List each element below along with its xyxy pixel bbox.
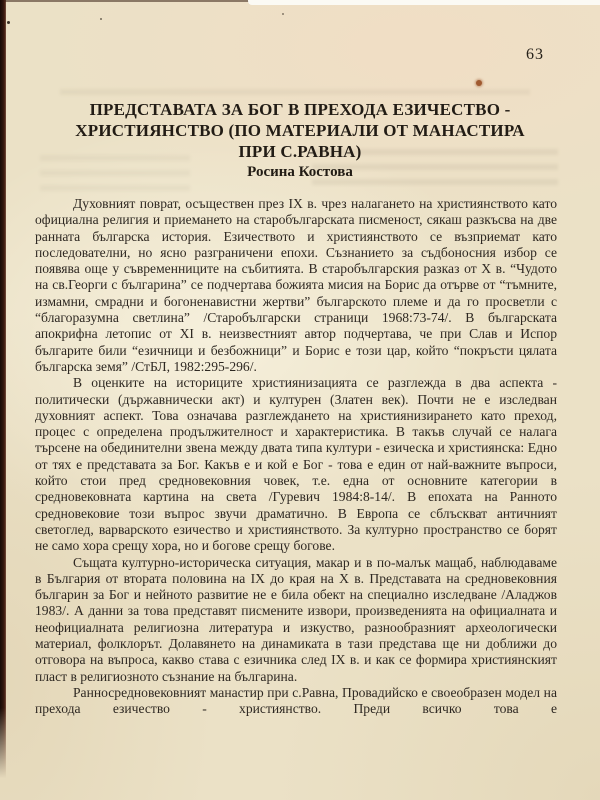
page-number: 63 <box>526 46 544 63</box>
bleedthrough-smudge <box>60 86 530 97</box>
article-body <box>35 196 557 718</box>
paragraph-2: В оценките на историците християнизацията се разглежда в два аспекта - политически (държавнически акт) и културен (Златен век). Почти не е изследван духовният аспект. Това означава разглеждането на християнизирането като преход, процес с определена продължителност и характеристика. В такъв случай се налага търсене на обединителни звена между двата типа култури - езическа и християнска: Едно от тях е представата за Бог. Какъв е и кой е Бог - това е един от най-важните въпроси, който стои пред средновековния човек, т.е. една от основните категории в средновековната картина на света /Гуревич 1984:8-14/. В епохата на Ранното средновековие този въпрос звучи драматично. В Европа се сблъскват античният светоглед, варварското езичество и християнството. За културно пространство се борят не само хора срещу хора, но и богове срещу богове. <box>35 375 557 554</box>
ink-stain <box>476 80 482 86</box>
paper-speck <box>100 18 102 20</box>
article-title-line-1: ПРЕДСТАВАТА ЗА БОГ В ПРЕХОДА ЕЗИЧЕСТВО - <box>89 100 511 119</box>
paragraph-1: Духовният поврат, осъществен през IX в. чрез налагането на християнството като официална религия и приемането на старобългарската писменост, сякаш разкъсва на две ранната българска история. Езичеството и християнството се възприемат като последователни, но ясно разграничени епохи. Съзнанието за съдбоносния избор се появява още у съвременниците на събитията. В старобългарския разказ от X в. “Чудото на св.Георги с българина” се подчертава божията мисия на Борис да отърве от “тъмните, измамни, смрадни и богоненавистни жертви” българското племе и да го просветли с “благоразумна светлина” /Старобългарски страници 1968:73-74/. В българската апокрифна летопис от XI в. неизвестният автор подчертава, че при Слав и Испор българите били “езичници и безбожници” и Борис е този цар, който “покръсти цялата българска земя” /СтБЛ, 1982:295-296/. <box>35 196 557 374</box>
article-title-line-3: ПРИ С.РАВНА) <box>238 142 362 161</box>
article-title-line-2: ХРИСТИЯНСТВО (ПО МАТЕРИАЛИ ОТ МАНАСТИРА <box>75 121 525 140</box>
scan-top-edge-dark <box>5 0 265 2</box>
article-header <box>38 99 562 182</box>
paper-speck <box>282 13 284 15</box>
article-author: Росина Костова <box>247 164 353 180</box>
scan-top-edge-white <box>248 0 600 5</box>
paragraph-4: Ранносредновековният манастир при с.Равна, Провадийско е своеобразен модел на прехода езичество - християнство. Преди всичко това е <box>35 684 557 717</box>
paragraph-3: Същата културно-историческа ситуация, макар и в по-малък мащаб, наблюдаваме в България от втората половина на IX до края на X в. Представата на средновековния българин за Бог и нейното развитие не е била обект на специално изследване /Аладжов 1983/. А данни за това представят писмените извори, произведенията на официалната и неофициалната религиозна литература и изкуство, разнообразният археологически материал, фолклорът. Долавянето на динамиката в тази представа ще ни доближи до отговора на въпроса, какво става с езичника след IX в. и как се формира християнският пласт в религиозното съзнание на българина. <box>35 554 557 684</box>
scan-left-edge <box>0 0 6 778</box>
paper-speck <box>7 21 10 24</box>
